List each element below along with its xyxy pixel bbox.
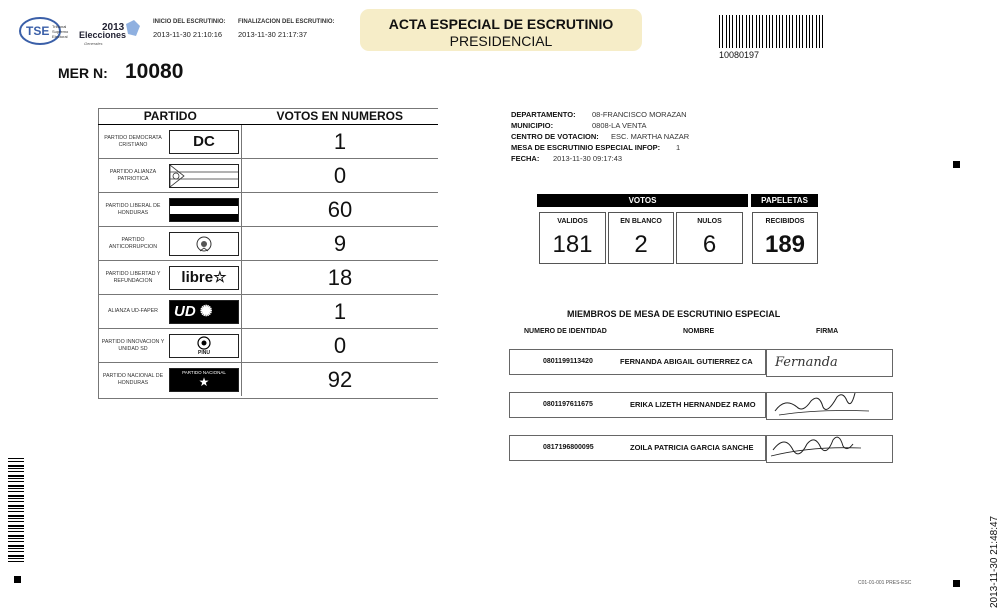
fecha-label: FECHA: xyxy=(511,154,540,163)
party-votes: 0 xyxy=(242,329,439,363)
libre-logo-text: libre xyxy=(181,268,214,286)
member-name: FERNANDA ABIGAIL GUTIERREZ CA xyxy=(620,357,753,366)
document-title: ACTA ESPECIAL DE ESCRUTINIO xyxy=(388,16,614,32)
party-row xyxy=(99,193,439,227)
barcode-bar xyxy=(779,15,780,48)
barcode-bar xyxy=(809,15,810,48)
barcode-bar xyxy=(8,458,24,459)
barcode-bar xyxy=(8,475,24,477)
barcode-bar xyxy=(8,538,24,539)
recibidos-label: RECIBIDOS xyxy=(765,218,805,225)
party-votes: 92 xyxy=(242,363,439,397)
party-row xyxy=(99,329,439,363)
registration-mark xyxy=(953,580,960,587)
municipio-label: MUNICIPIO: xyxy=(511,121,554,130)
barcode-bar xyxy=(8,541,24,542)
party-name: PARTIDO NACIONAL DE HONDURAS xyxy=(99,363,168,397)
signature-box xyxy=(766,392,893,420)
document-subtitle: PRESIDENCIAL xyxy=(449,33,553,49)
barcode-bar xyxy=(8,461,24,462)
validos-label: VALIDOS xyxy=(557,218,588,225)
barcode-bar xyxy=(766,15,767,48)
party-row xyxy=(99,363,439,397)
barcode-bar xyxy=(739,15,740,48)
party-row xyxy=(99,159,439,193)
barcode-bar xyxy=(792,15,793,48)
party-name: PARTIDO DEMOCRATA CRISTIANO xyxy=(99,125,168,159)
barcode-bar xyxy=(8,485,24,487)
dc-logo: DC xyxy=(169,130,239,154)
party-row xyxy=(99,261,439,295)
col-nombre: NOMBRE xyxy=(683,328,715,335)
barcode-bar xyxy=(8,491,24,492)
party-row xyxy=(99,227,439,261)
blanco-value: 2 xyxy=(634,231,648,258)
member-name: ZOILA PATRICIA GARCIA SANCHE xyxy=(630,443,754,452)
side-timestamp: 2013-11-30 21:48:47 xyxy=(989,515,1000,608)
pinu-logo-text: PINU xyxy=(198,349,210,356)
libre-logo xyxy=(169,266,239,290)
validos-value: 181 xyxy=(552,231,593,258)
barcode-bar xyxy=(802,15,803,48)
barcode-bar xyxy=(719,15,720,48)
party-votes: 9 xyxy=(242,227,439,261)
barcode-bar xyxy=(769,15,770,48)
col-partido: PARTIDO xyxy=(99,108,242,125)
barcode-bar xyxy=(729,15,730,48)
barcode-bar xyxy=(789,15,790,48)
barcode-bar xyxy=(8,465,24,467)
barcode-bar xyxy=(8,531,24,532)
votos-header: VOTOS xyxy=(537,194,748,207)
barcode-bar xyxy=(776,15,777,48)
barcode-bar xyxy=(8,515,24,517)
barcode-bar xyxy=(8,561,24,562)
fin-value: 2013-11-30 21:17:37 xyxy=(238,30,308,39)
svg-text:TSE: TSE xyxy=(26,24,50,38)
fecha-value: 2013-11-30 09:17:43 xyxy=(553,154,623,163)
barcode-bar xyxy=(8,508,24,509)
barcode-bar xyxy=(8,498,24,499)
col-firma: FIRMA xyxy=(816,328,839,335)
inicio-label: INICIO DEL ESCRUTINIO: xyxy=(153,19,226,25)
liberal-flag-icon xyxy=(169,198,239,222)
party-name: PARTIDO INNOVACION Y UNIDAD SD xyxy=(99,329,168,363)
fin-label: FINALIZACION DEL ESCRUTINIO: xyxy=(238,19,335,25)
svg-text:Generales: Generales xyxy=(84,41,103,46)
anticorrupcion-emblem-icon xyxy=(169,232,239,256)
barcode-bar xyxy=(8,555,24,557)
signature-scribble-icon xyxy=(767,393,892,419)
barcode-bar xyxy=(726,15,727,48)
party-name: PARTIDO ALIANZA PATRIOTICA xyxy=(99,159,168,193)
elecciones-logo xyxy=(76,16,146,48)
nacional-logo xyxy=(169,368,239,392)
col-votos: VOTOS EN NUMEROS xyxy=(242,108,439,125)
party-votes: 0 xyxy=(242,159,439,193)
svg-text:Tribunal: Tribunal xyxy=(52,24,67,29)
ud-logo-text: UD xyxy=(174,302,196,320)
party-votes: 1 xyxy=(333,128,347,154)
barcode-bar xyxy=(8,518,24,519)
party-votes: 60 xyxy=(242,193,439,227)
svg-text:Supremo: Supremo xyxy=(52,29,69,34)
parties-table xyxy=(98,108,438,396)
mer-label: MER N: xyxy=(58,65,108,81)
col-identidad: NUMERO DE IDENTIDAD xyxy=(524,328,607,335)
barcode-bar xyxy=(752,15,753,48)
party-name: PARTIDO LIBERAL DE HONDURAS xyxy=(99,193,168,227)
party-name: ALIANZA UD-FAPER xyxy=(99,295,168,329)
barcode-bar xyxy=(8,505,24,507)
member-id: 0801199113420 xyxy=(543,358,593,365)
barcode-bar xyxy=(8,495,24,497)
tse-logo xyxy=(18,14,70,48)
barcode-bar xyxy=(746,15,747,48)
pinu-logo xyxy=(169,334,239,358)
barcode-side xyxy=(8,458,26,562)
barcode-bar xyxy=(8,545,24,547)
barcode-bar xyxy=(8,558,24,559)
inicio-value: 2013-11-30 21:10:16 xyxy=(153,30,223,39)
star-icon: ★ xyxy=(198,374,210,389)
barcode-bar xyxy=(786,15,787,48)
ud-logo xyxy=(169,300,239,324)
nulos-box xyxy=(676,212,743,264)
mesa-value: 1 xyxy=(676,143,681,152)
party-row xyxy=(99,125,439,159)
barcode-bar xyxy=(742,15,743,48)
barcode-bar xyxy=(772,15,773,48)
nulos-label: NULOS xyxy=(697,218,722,225)
mesa-label: MESA DE ESCRUTINIO ESPECIAL INFOP: xyxy=(511,143,661,152)
registration-mark xyxy=(953,161,960,168)
party-name: PARTIDO ANTICORRUPCION xyxy=(99,227,168,261)
barcode-bar xyxy=(8,528,24,529)
barcode-bar xyxy=(806,15,807,48)
barcode-bar xyxy=(8,478,24,479)
barcode-bar xyxy=(8,521,24,522)
sun-icon: ✺ xyxy=(199,302,213,320)
centro-label: CENTRO DE VOTACION: xyxy=(511,132,599,141)
centro-value: ESC. MARTHA NAZAR xyxy=(611,132,690,141)
recibidos-box xyxy=(752,212,818,264)
svg-text:Electoral: Electoral xyxy=(52,34,68,39)
recibidos-value: 189 xyxy=(764,231,806,258)
departamento-label: DEPARTAMENTO: xyxy=(511,110,576,119)
barcode-bar xyxy=(799,15,800,48)
star-icon: ☆ xyxy=(213,268,227,286)
barcode-bar xyxy=(8,548,24,549)
registration-mark xyxy=(14,576,21,583)
barcode-bar xyxy=(722,15,723,48)
barcode-bar xyxy=(736,15,737,48)
barcode-bar xyxy=(749,15,750,48)
bottom-code: C01-01-001 PRES-ESC xyxy=(858,580,912,586)
barcode-bar xyxy=(822,15,823,48)
papeletas-header: PAPELETAS xyxy=(751,194,818,207)
barcode-bar xyxy=(796,15,797,48)
member-id: 0801197611675 xyxy=(543,401,593,408)
barcode-bar xyxy=(8,501,24,502)
title-box xyxy=(360,9,642,51)
blanco-label: EN BLANCO xyxy=(620,218,662,225)
barcode-bar xyxy=(816,15,817,48)
barcode-bar xyxy=(8,471,24,472)
party-row xyxy=(99,295,439,329)
members-title: MIEMBROS DE MESA DE ESCRUTINIO ESPECIAL xyxy=(567,309,781,319)
member-id: 0817196800095 xyxy=(543,444,594,451)
barcode-number: 10080197 xyxy=(719,50,760,60)
barcode-top xyxy=(719,15,825,48)
barcode-bar xyxy=(782,15,783,48)
mer-number: 10080 xyxy=(125,60,184,83)
nacional-logo-text: PARTIDO NACIONAL xyxy=(182,369,226,375)
svg-text:Elecciones: Elecciones xyxy=(79,30,127,40)
barcode-bar xyxy=(732,15,733,48)
signature-scribble-icon xyxy=(767,430,892,460)
barcode-bar xyxy=(756,15,757,48)
signature-box xyxy=(766,435,893,463)
blanco-box xyxy=(608,212,674,264)
party-name: PARTIDO LIBERTAD Y REFUNDACION xyxy=(99,261,168,295)
barcode-bar xyxy=(8,468,24,469)
barcode-bar xyxy=(8,525,24,527)
member-name: ERIKA LIZETH HERNANDEZ RAMO xyxy=(630,400,756,409)
barcode-bar xyxy=(8,511,24,512)
barcode-bar xyxy=(812,15,813,48)
barcode-bar xyxy=(8,535,24,537)
validos-box xyxy=(539,212,606,264)
svg-text:2013: 2013 xyxy=(102,22,125,33)
municipio-value: 0808-LA VENTA xyxy=(592,121,647,130)
barcode-bar xyxy=(8,481,24,482)
barcode-bar xyxy=(8,488,24,489)
party-votes: 18 xyxy=(242,261,439,295)
barcode-bar xyxy=(759,15,760,48)
barcode-bar xyxy=(762,15,763,48)
signature: Fernanda xyxy=(775,355,838,370)
party-votes: 1 xyxy=(242,295,439,329)
barcode-bar xyxy=(8,551,24,552)
departamento-value: 08-FRANCISCO MORAZAN xyxy=(592,110,687,119)
alianza-patriotica-flag-icon xyxy=(169,164,239,188)
barcode-bar xyxy=(819,15,820,48)
nulos-value: 6 xyxy=(702,231,717,258)
signature-box xyxy=(766,349,893,377)
